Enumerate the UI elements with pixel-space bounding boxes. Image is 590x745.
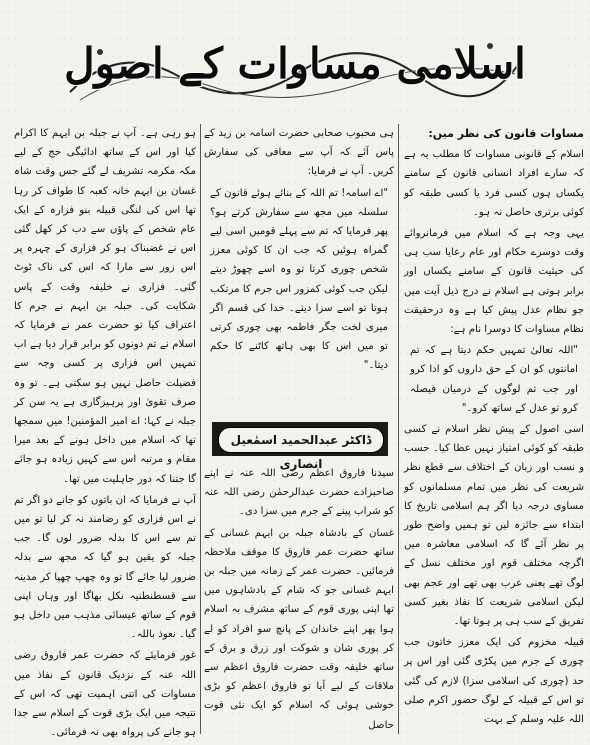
middle-column-lower [204, 464, 394, 737]
middle-column [204, 124, 394, 378]
paragraph: ہو رہی ہے۔ آپ نے جبلہ بن ایہم کا اکرام کیا اور اس کے ساتھ ادائیگی حج کے لیے مکہ مکرمہ تشریف لے گئے جس وقت شاہ غسان بن ایہم خانہ کعبہ کا طواف کر رہا تھا اس کی لنگی قبیلہ بنو فزارہ کے ایک عام شخص کے پاؤں سے دب کر کھل گئی اس نے غضبناک ہو کر فزاری کے چہرہ پر اس زور سے مارا کہ اس کی ناک ٹوٹ گئی۔ فزاری نے خلیفہ وقت کے پاس شکایت کی۔ جبلہ بن ایہم نے جرم کا اعتراف کیا تو حضرت عمر نے فرمایا کہ اسلام نے تم دونوں کو برابر قرار دیا ہے اب تمہیں اس فزاری پر کسی وجہ سے فضیلت حاصل نہیں ہو سکتی ہے۔ تو وہ صرف تقویٰ اور پرہیزگاری ہے یہ سن کر جبلہ نے کہا: اے امیر المؤمنین! میں سمجھا تھا کہ اسلام میں داخل ہونے کے بعد میرا مقام و مرتبہ اس سے کہیں زیادہ ہو جائے گا جتنا کہ دور جاہلیت میں تھا۔ [14, 128, 196, 485]
paragraph: غسان کے بادشاہ جبلہ بن ایہم غسانی کے ساتھ حضرت عمر فاروق کا موقف ملاحظہ فرمائیں۔ حضرت عمر کے زمانہ میں جبلہ بن ایہم غسانی جو کہ شام کے بادشاہوں میں تھا اپنی پوری قوم کے ساتھ مشرف بہ اسلام ہوا پھر اپنے خاندان کے پانچ سو افراد کو لے کر پوری شان و شوکت اور زرق و برق کے ساتھ خلیفہ وقت حضرت فاروق اعظم سے ملاقات کے لیے آیا تو فاروق اعظم کو بڑی خوشی ہوئی کہ اسلام کو ایک نئی قوت حاصل [204, 527, 394, 731]
paragraph: قبیلہ مخزوم کی ایک معزز خاتون جب چوری کے جرم میں پکڑی گئی اور اس پر حد (چوری کی اسلامی سزا) لازم کی گئی تو اس کے قبیلہ کے لوگ حضور اکرم صلی اللہ علیہ وسلم کے بہت [404, 637, 584, 726]
author-byline-box [212, 422, 388, 471]
quote-paragraph: "اے اسامہ! تم اللہ کے بنائے ہوئے قانون کے سلسلہ میں مجھ سے سفارش کرتے ہو؟ پھر فرمایا کہ تم سے پہلے قومیں اسی لیے گمراہ ہوئیں کہ جب ان کا کوئی معزز شخص چوری کرتا تو وہ اسے چھوڑ دیتے لیکن جب کوئی کمزور اس جرم کا مرتکب ہوتا تو اسے سزا دیتے۔ خدا کی قسم اگر میری لخت جگر فاطمہ بھی چوری کرتی تو میں اس کا بھی ہاتھ کاٹنے کا حکم دیتا۔" [210, 187, 388, 372]
paragraph: اسلام کے قانونی مساوات کا مطلب یہ ہے کہ سارے افراد انسانی قانون کے سامنے یکساں ہوں کسی فرد یا کسی طبقہ کو کوئی برتری حاصل نہ ہو۔ [404, 149, 584, 218]
paragraph: غور فرمایئے کہ حضرت عمر فاروق رضی اللہ عنہ کے نزدیک قانون کے نفاذ میں مساوات کی اتنی اہمیت تھی کہ اس کے نتیجہ میں ایک بڑی قوت کے اسلام سے جدا ہو جانے کی پرواہ بھی نہ فرمائی۔ [14, 650, 196, 739]
paragraph: آپ نے فرمایا کہ ان باتوں کو جانے دو اگر تم نے اس فزاری کو رضامند نہ کر لیا تو میں تم سے اس کا بدلہ ضرور لوں گا۔ جب جبلہ کو یقین ہو گیا کہ مجھ سے بدلہ ضرور لیا جائے گا تو وہ چھپ چھپا کر مدینہ سے قسطنطنیہ نکل بھاگا اور وہاں اپنی قوم کے ساتھ عیسائی مذہب میں داخل ہو گیا۔ نعوذ باللہ۔ [14, 494, 196, 641]
column-divider [398, 124, 399, 734]
paragraph: اسی اصول کے پیش نظر اسلام نے کسی طبقہ کو کوئی امتیاز نہیں عطا کیا۔ حسب و نسب اور زبان کے اختلاف سے قطع نظر شریعت کی نظر میں تمام مسلمانوں کو مساوی درجہ دیا اگر ہم اسلامی تاریخ کا ابتداء سے جائزہ لیں تو ہمیں واضح طور پر نظر آئے گا کہ اسلامی معاشرہ میں اگرچہ مختلف قوم اور مختلف نسل کے لوگ تھے یعنی عرب بھی تھے اور عجم بھی لیکن اسلامی شریعت کا نفاذ بغیر کسی تفریق کے سب ہی پر ہوتا تھا۔ [404, 424, 584, 628]
paragraph: یہی وجہ ہے کہ اسلام میں فرمانروائے وقت دوسرے حکام اور عام رعایا سب ہی کی حیثیت قانون کے سامنے یکساں اور برابر ہوتی ہے اسلام نے درج ذیل آیت میں جو نظام عدل پیش کیا ہے وہ درحقیقت نظام مساوات کا دوسرا نام ہے: [404, 228, 584, 336]
paragraph: ہی محبوب صحابی حضرت اسامہ بن زید کے پاس آئے کہ آپ سے معافی کی سفارش کریں۔ آپ نے فرمایا: [204, 128, 394, 178]
left-column [14, 124, 196, 745]
quote-paragraph: "اللہ تعالیٰ تمہیں حکم دیتا ہے کہ تم امانتوں کو ان کے حق داروں کو ادا کرو اور جب تم لوگوں کے درمیان فیصلہ کرو تو عدل کے ساتھ کرو۔" [410, 345, 578, 414]
article-title: اسلامی مساوات کے اصول [64, 39, 526, 88]
author-byline: ڈاکٹر عبدالحمید اسمٰعیل انصاری [218, 427, 384, 453]
right-column [404, 124, 584, 731]
section-heading: مساوات قانون کی نظر میں: [428, 127, 584, 140]
column-divider [200, 124, 201, 734]
paragraph: سیدنا فاروق اعظم رضی اللہ عنہ نے اپنے صاحبزادے حضرت عبدالرحمٰن رضی اللہ عنہ کو شراب پینے کے جرم میں سزا دی۔ [204, 468, 394, 518]
article-header [60, 22, 530, 110]
